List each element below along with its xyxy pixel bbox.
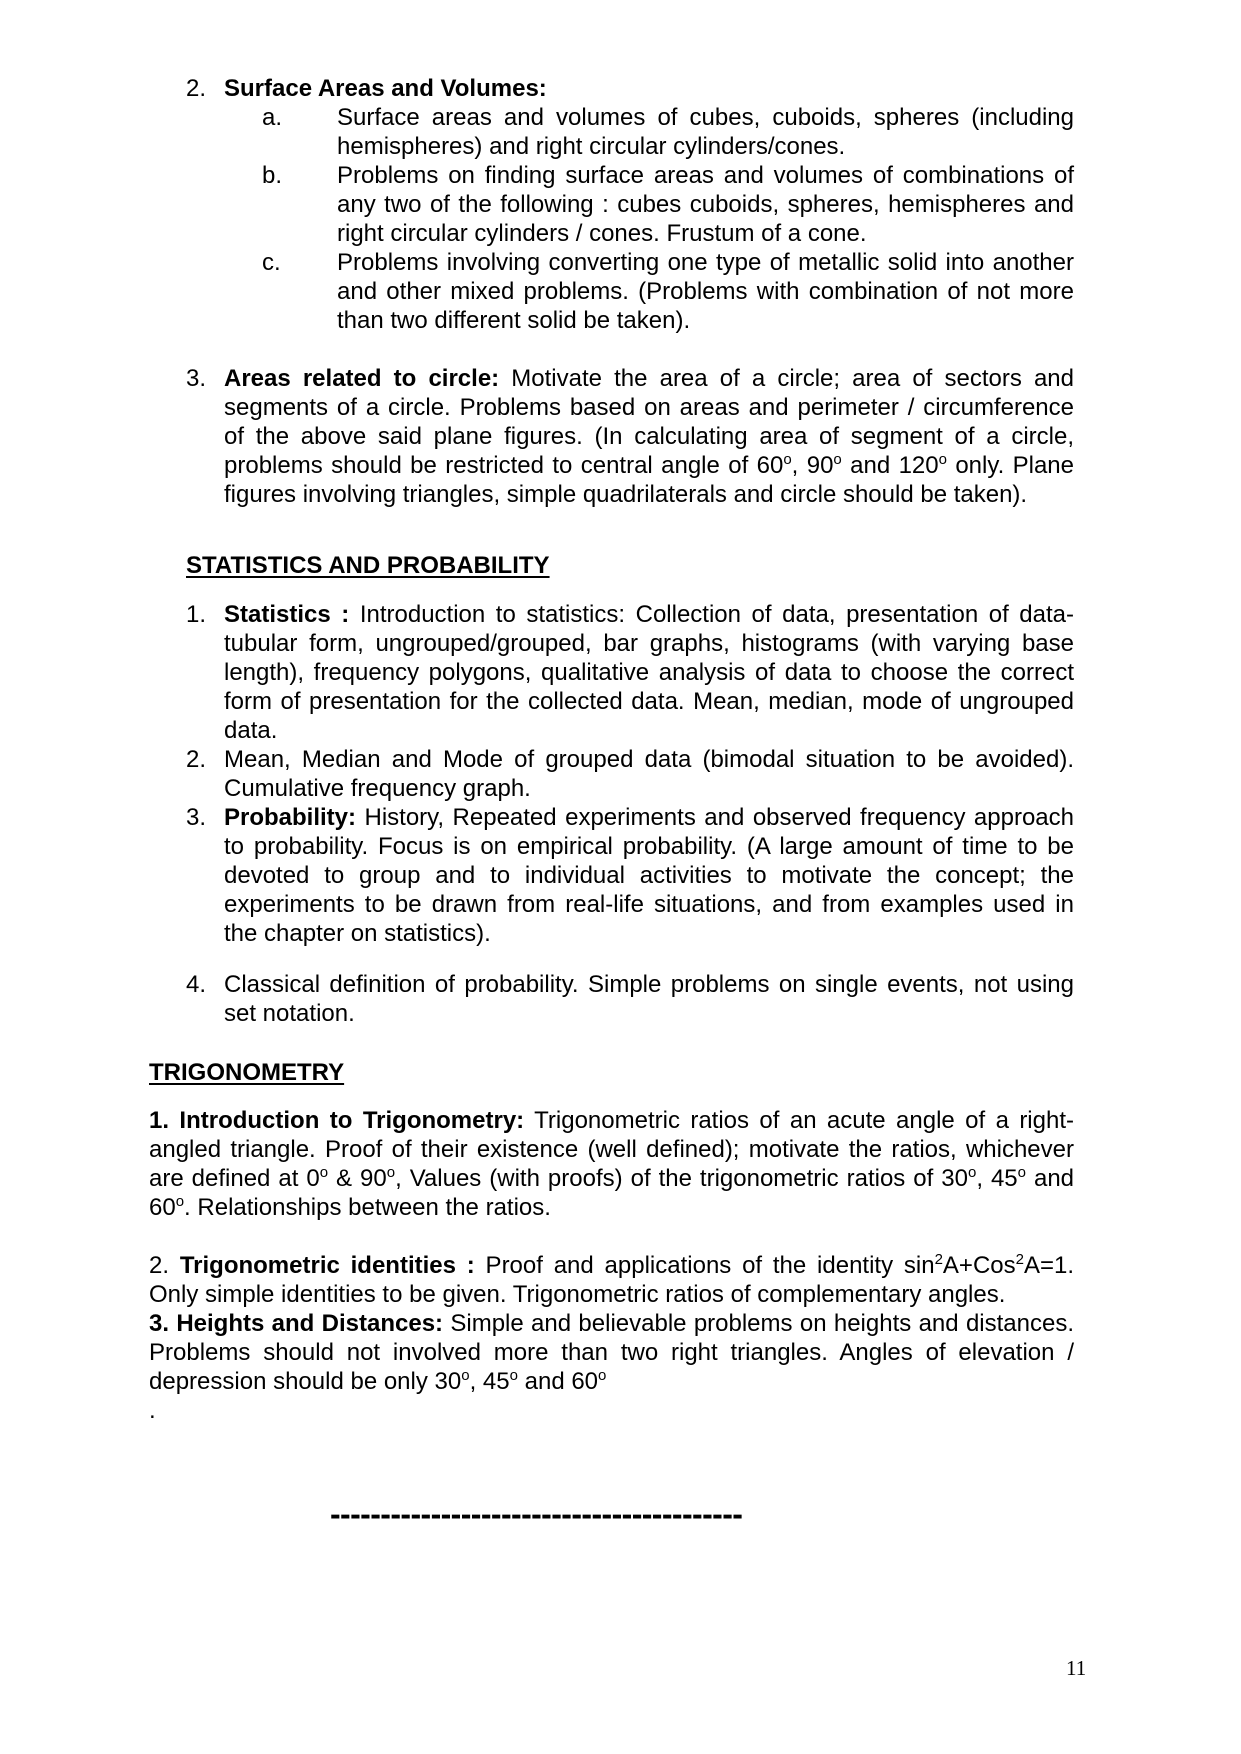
statistics-text: Introduction to statistics: Collection of data, presentation of data-tubular form, ungrouped/grouped, bar graphs, histograms (with varying base length), frequency polygons, qualitative analysis of data to choose the correct form of presentation for the collected data. Mean, median, mode of ungrouped data. — [224, 601, 1074, 744]
areas-section — [186, 364, 1074, 509]
surface-item-text: Problems involving converting one type of metallic solid into another and other mixed problems. (Problems with combination of not more than two different solid be taken). — [337, 249, 1074, 334]
surface-number: 2. — [186, 75, 207, 102]
page-number: 11 — [1066, 1656, 1087, 1680]
stats-heading: STATISTICS AND PROBABILITY — [186, 552, 550, 579]
stats-item-number: 1. — [186, 601, 207, 628]
surface-title: Surface Areas and Volumes: — [224, 75, 547, 102]
trig-text: and 60 — [149, 1165, 1075, 1221]
stats-item — [186, 970, 1074, 1028]
trig-text: A+Cos — [942, 1252, 1016, 1279]
stats-item-text: Mean, Median and Mode of grouped data (bimodal situation to be avoided). Cumulative frequency graph. — [224, 746, 1074, 802]
exponent-sup: 2 — [934, 1251, 943, 1268]
trig-text: , Values (with proofs) of the trigonometric ratios of 30 — [395, 1165, 968, 1192]
trig-intro-paragraph — [149, 1106, 1074, 1222]
surface-item-text: Surface areas and volumes of cubes, cuboids, spheres (including hemispheres) and right circular cylinders/cones. — [337, 104, 1074, 160]
areas-text: only. Plane figures involving triangles, simple quadrilaterals and circle should be taken). — [224, 452, 1075, 508]
stats-item — [186, 803, 1074, 948]
stats-item-text: Classical definition of probability. Simple problems on single events, not using set notation. — [224, 971, 1074, 1027]
surface-item — [186, 103, 1074, 161]
trig-text: Simple and believable problems on heights and distances. Problems should not involved more than two right triangles. Angles of elevation / depression should be only 30 — [149, 1310, 1074, 1395]
surface-item — [186, 248, 1074, 335]
probability-title: Probability: — [224, 804, 357, 831]
surface-item-text: Problems on finding surface areas and volumes of combinations of any two of the following : cubes cuboids, spheres, hemispheres and right circular cylinders / cones. Frustum of a cone. — [337, 162, 1074, 247]
trig-text: & 90 — [328, 1165, 387, 1192]
heights-distances-title: 3. Heights and Distances: — [149, 1310, 444, 1337]
trig-identities-number: 2. — [149, 1252, 180, 1279]
trig-text: A=1. Only simple identities to be given. Trigonometric ratios of complementary angles. — [149, 1252, 1075, 1308]
trig-identities-block — [149, 1251, 1074, 1425]
degree-sup: o — [386, 1164, 396, 1181]
divider-line: ----------------------------------------- — [330, 1496, 743, 1532]
degree-sup: o — [967, 1164, 977, 1181]
degree-sup: o — [833, 451, 842, 468]
surface-item-label: a. — [262, 104, 283, 131]
statistics-title: Statistics : — [224, 601, 350, 628]
trailing-dot: . — [149, 1397, 156, 1424]
degree-sup: o — [783, 451, 792, 468]
trig-text: Trigonometric ratios of an acute angle of a right-angled triangle. Proof of their existence (well defined); motivate the ratios, whichever are defined at 0 — [149, 1107, 1074, 1192]
stats-item — [186, 745, 1074, 803]
trig-text: Proof and applications of the identity sin — [474, 1252, 935, 1279]
stats-item-text — [224, 803, 1074, 948]
degree-sup: o — [509, 1367, 518, 1384]
surface-section — [186, 74, 1074, 335]
degree-sup: o — [461, 1367, 470, 1384]
degree-sup: o — [1017, 1164, 1026, 1181]
trig-text: . Relationships between the ratios. — [184, 1194, 551, 1221]
trig-heading: TRIGONOMETRY — [149, 1059, 345, 1086]
areas-title: Areas related to circle: — [224, 365, 500, 392]
areas-number: 3. — [186, 365, 207, 392]
degree-sup: o — [175, 1193, 185, 1210]
heights-distances-paragraph — [149, 1309, 1074, 1396]
surface-item-label: c. — [262, 249, 281, 276]
stats-item-text — [224, 600, 1074, 745]
trig-text: , 45 — [976, 1165, 1018, 1192]
trig-intro-title: 1. Introduction to Trigonometry: — [149, 1107, 525, 1134]
trig-identities-paragraph — [149, 1251, 1074, 1309]
surface-item — [186, 161, 1074, 248]
stats-item-number: 4. — [186, 971, 207, 998]
stats-section — [186, 600, 1074, 948]
surface-heading — [186, 74, 1074, 103]
trig-text: and 60 — [517, 1368, 599, 1395]
degree-sup: o — [319, 1164, 329, 1181]
trig-identities-title: Trigonometric identities : — [179, 1252, 475, 1279]
areas-paragraph — [224, 364, 1074, 509]
degree-sup: o — [598, 1367, 607, 1384]
stats-item-number: 2. — [186, 746, 207, 773]
exponent-sup: 2 — [1015, 1251, 1024, 1268]
surface-item-label: b. — [262, 162, 283, 189]
probability-text: History, Repeated experiments and observed frequency approach to probability. Focus is on empirical probability. (A large amount of time to be devoted to group and to individual activities to motivate the concept; the experiments to be drawn from real-life situations, and from examples used in the chapter on statistics). — [224, 804, 1074, 947]
trig-text: , 45 — [469, 1368, 510, 1395]
areas-text: , 90 — [791, 452, 834, 479]
areas-text: and 120 — [841, 452, 939, 479]
stats-item — [186, 600, 1074, 745]
degree-sup: o — [938, 451, 947, 468]
areas-text: Motivate the area of a circle; area of sectors and segments of a circle. Problems based on areas and perimeter / circumference of the above said plane figures. (In calculating area of segment of a circle, problems should be restricted to central angle of 60 — [224, 365, 1074, 479]
stats-item-number: 3. — [186, 804, 207, 831]
